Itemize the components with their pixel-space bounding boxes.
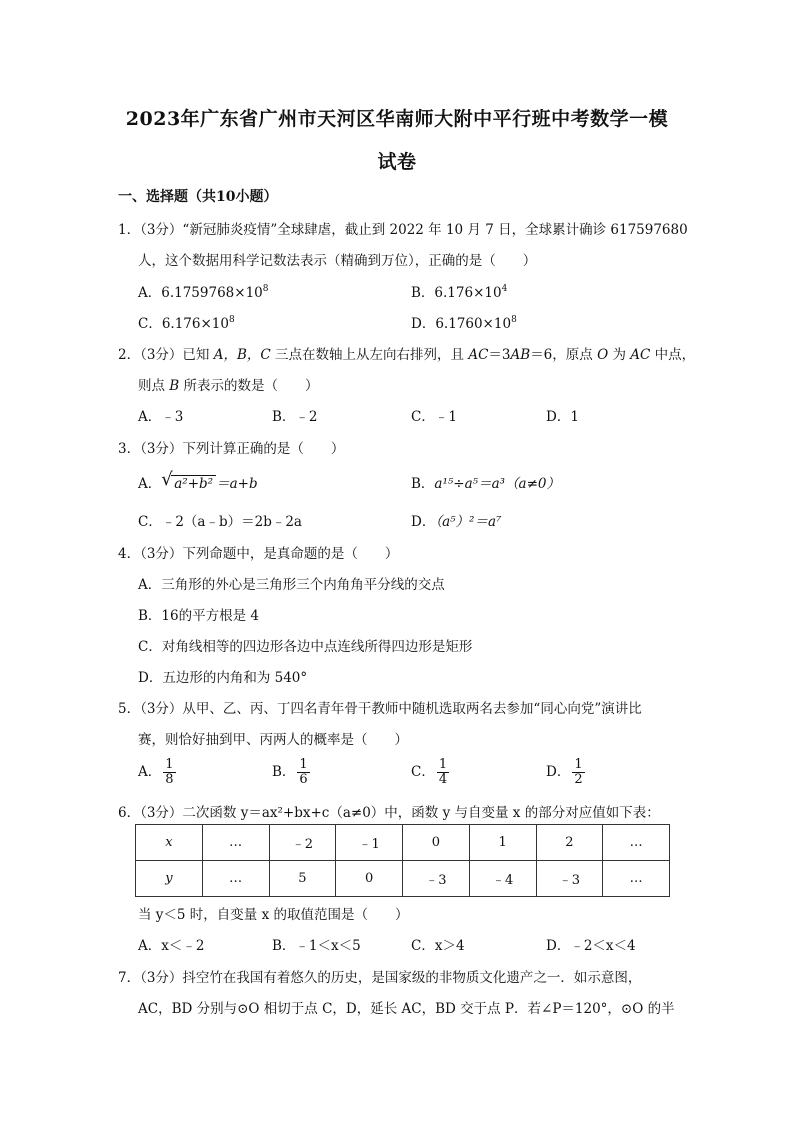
q6-option-d: D．﹣2＜x＜4 (546, 938, 636, 954)
table-cell: 1 (469, 825, 536, 861)
q4-option-d: D．五边形的内角和为 540° (138, 670, 308, 686)
q6-option-b: B．﹣1＜x＜5 (272, 938, 361, 954)
q5-stem-line2: 赛，则恰好抽到甲、丙两人的概率是（ ） (138, 732, 408, 748)
q2-option-a: A．﹣3 (138, 409, 184, 425)
table-cell: ﹣3 (403, 861, 470, 897)
table-cell: x (136, 825, 203, 861)
table-row (136, 825, 670, 861)
q6-stem-line1: 6．（3分）二次函数 y＝ax²+bx+c（a≠0）中，函数 y 与自变量 x 的部分对应值如下表： (118, 805, 660, 821)
table-cell: ﹣3 (536, 861, 603, 897)
table-cell: ﹣1 (336, 825, 403, 861)
q2-stem-line1: 2．（3分）已知 A，B，C 三点在数轴上从左向右排列，且 AC＝3AB＝6，原点 O 为 AC 中点， (118, 347, 696, 363)
q6-value-table (135, 824, 670, 897)
q4-option-a: A．三角形的外心是三角形三个内角角平分线的交点 (138, 577, 445, 593)
q7-stem-line1: 7．（3分）抖空竹在我国有着悠久的历史，是国家级的非物质文化遗产之一．如示意图， (118, 970, 642, 986)
table-cell: 2 (536, 825, 603, 861)
table-cell: y (136, 861, 203, 897)
q5-option-d: D． $\frac{1}{2}$ (546, 757, 583, 787)
sqrt-symbol: √ a²+b² (161, 475, 216, 492)
fraction: $\frac{1}{4}$ (438, 757, 448, 787)
q6-option-a: A．x＜﹣2 (138, 938, 205, 954)
q5-option-a: A． $\frac{1}{8}$ (138, 757, 174, 787)
fraction: $\frac{1}{2}$ (574, 757, 583, 787)
q2-option-b: B．﹣2 (272, 409, 318, 425)
q3-option-a: A． √ a²+b² ＝a+b (138, 469, 258, 492)
q5-option-c: C． $\frac{1}{4}$ (411, 757, 448, 787)
table-cell: … (202, 861, 269, 897)
table-cell: ﹣4 (469, 861, 536, 897)
q1-option-a: A．$6.1759768\times 10^8$ (138, 284, 269, 301)
q7-stem-line2: AC，BD 分别与⊙O 相切于点 C，D，延长 AC，BD 交于点 P．若∠P＝120°，⊙O 的半 (138, 1001, 675, 1017)
q1-option-d: D．$6.1760\times 10^8$ (411, 315, 517, 332)
table-cell: 0 (403, 825, 470, 861)
q3-stem: 3．（3分）下列计算正确的是（ ） (118, 441, 345, 457)
table-cell: … (202, 825, 269, 861)
q4-option-c: C．对角线相等的四边形各边中点连线所得四边形是矩形 (138, 639, 473, 655)
q5-stem-line1: 5．（3分）从甲、乙、丙、丁四名青年骨干教师中随机选取两名去参加“同心向党”演讲比 (118, 701, 642, 717)
table-cell: … (603, 861, 670, 897)
table-cell: 0 (336, 861, 403, 897)
q2-stem-line2: 则点 B 所表示的数是（ ） (138, 378, 319, 394)
q2-option-d: D．1 (546, 409, 579, 425)
q1-option-b: B．$6.176\times 10^4$ (411, 284, 508, 301)
fraction: $\frac{1}{8}$ (165, 757, 174, 787)
table-cell: ﹣2 (269, 825, 336, 861)
q6-stem-line2: 当 y＜5 时，自变量 x 的取值范围是（ ） (138, 907, 409, 923)
exam-title-line2: 试卷 (377, 151, 417, 173)
table-cell: … (603, 825, 670, 861)
q5-option-b: B． $\frac{1}{6}$ (272, 757, 308, 787)
q3-option-d: D．（a⁵）²＝a⁷ (411, 514, 502, 530)
q1-stem-line2: 人，这个数据用科学记数法表示（精确到万位），正确的是（ ） (138, 253, 537, 269)
q1-option-c: C．$6.176\times 10^8$ (138, 315, 235, 332)
q6-option-c: C．x＞4 (411, 938, 465, 954)
exam-title-line1: 2023年广东省广州市天河区华南师大附中平行班中考数学一模 (125, 108, 669, 130)
q3-option-c: C．﹣2（a﹣b）＝2b﹣2a (138, 514, 302, 530)
q4-stem: 4．（3分）下列命题中，是真命题的是（ ） (118, 546, 399, 562)
q1-stem-line1: 1．（3分）“新冠肺炎疫情”全球肆虐，截止到 2022 年 10 月 7 日，全球累计确诊 617597680 (118, 222, 688, 238)
table-cell: 5 (269, 861, 336, 897)
q3-option-b: B．a¹⁵÷a⁵＝a³（a≠0） (411, 476, 560, 492)
table-row (136, 861, 670, 897)
fraction: $\frac{1}{6}$ (299, 757, 308, 787)
q4-option-b: B．16的平方根是 4 (138, 608, 259, 624)
section-heading: 一、选择题（共10小题） (118, 189, 278, 205)
q2-option-c: C．﹣1 (411, 409, 457, 425)
